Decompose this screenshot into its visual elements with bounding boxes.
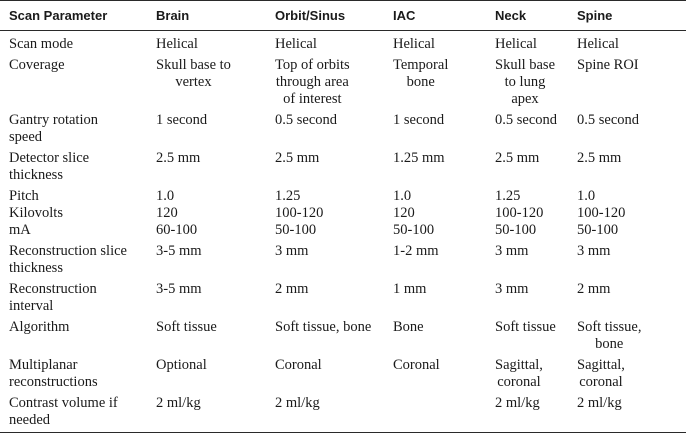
cell-detector-slice-thickness-neck: 2.5 mm [495, 150, 540, 166]
table-row [0, 353, 686, 391]
cell-reconstruction-interval-parameter: Reconstruction interval [9, 281, 97, 314]
cell-scan-mode-brain: Helical [156, 36, 198, 52]
table-row [0, 205, 686, 222]
cell-gantry-rotation-speed-iac: 1 second [393, 112, 445, 128]
cell-ma-brain: 60-100 [156, 222, 198, 238]
header-neck: Neck [485, 1, 567, 31]
cell-contrast-volume-parameter: Contrast volume if needed [0, 391, 146, 433]
cell-ma-neck: 50-100 [495, 222, 537, 238]
cell-scan-mode-spine: Helical [577, 36, 619, 52]
cell-multiplanar-reconstructions-neck [485, 353, 567, 391]
cell-multiplanar-reconstructions-brain: Optional [156, 357, 207, 373]
cell-ma-orbit-sinus: 50-100 [275, 222, 317, 238]
cell-ma-parameter: mA [9, 222, 31, 238]
cell-kilovolts-parameter: Kilovolts [9, 205, 63, 221]
cell-reconstruction-slice-thickness-parameter: Reconstruction slice thickness [9, 243, 127, 276]
table-header [0, 1, 686, 31]
cell-pitch-parameter: Pitch [9, 188, 39, 204]
cell-ma-spine: 50-100 [577, 222, 619, 238]
table-row [0, 31, 686, 54]
cell-text: Top of orbits through area of interest [275, 57, 350, 107]
cell-contrast-volume-neck: 2 ml/kg [485, 391, 567, 433]
cell-detector-slice-thickness-iac: 1.25 mm [393, 150, 445, 166]
cell-algorithm-spine [567, 315, 686, 353]
cell-kilovolts-spine: 100-120 [577, 205, 626, 221]
cell-coverage-parameter: Coverage [9, 57, 65, 73]
cell-contrast-volume-spine: 2 ml/kg [567, 391, 686, 433]
cell-kilovolts-brain: 120 [156, 205, 178, 221]
cell-ma-iac: 50-100 [393, 222, 435, 238]
cell-coverage-spine: Spine ROI [577, 57, 639, 73]
cell-gantry-rotation-speed-orbit-sinus: 0.5 second [275, 112, 338, 128]
header-scan-parameter: Scan Parameter [0, 1, 146, 31]
cell-detector-slice-thickness-orbit-sinus: 2.5 mm [275, 150, 320, 166]
cell-detector-slice-thickness-spine: 2.5 mm [577, 150, 622, 166]
cell-pitch-orbit-sinus: 1.25 [275, 188, 301, 204]
cell-kilovolts-orbit-sinus: 100-120 [275, 205, 324, 221]
cell-reconstruction-interval-iac: 1 mm [393, 281, 427, 297]
table-body [0, 31, 686, 433]
cell-reconstruction-interval-spine: 2 mm [577, 281, 611, 297]
cell-reconstruction-interval-orbit-sinus: 2 mm [275, 281, 309, 297]
cell-kilovolts-iac: 120 [393, 205, 415, 221]
table-row [0, 146, 686, 184]
header-brain: Brain [146, 1, 265, 31]
cell-scan-mode-neck: Helical [495, 36, 537, 52]
header-row [0, 1, 686, 31]
cell-pitch-neck: 1.25 [495, 188, 521, 204]
table-row [0, 239, 686, 277]
cell-text: Skull base to vertex [156, 57, 231, 90]
cell-coverage-iac [383, 53, 485, 108]
cell-detector-slice-thickness-brain: 2.5 mm [156, 150, 201, 166]
cell-contrast-volume-brain: 2 ml/kg [146, 391, 265, 433]
cell-reconstruction-slice-thickness-orbit-sinus: 3 mm [275, 243, 309, 259]
cell-reconstruction-slice-thickness-iac: 1-2 mm [393, 243, 439, 259]
cell-text: Temporal bone [393, 57, 449, 90]
cell-coverage-brain [146, 53, 265, 108]
table-row [0, 184, 686, 205]
cell-pitch-spine: 1.0 [577, 188, 596, 204]
cell-scan-mode-parameter: Scan mode [9, 36, 74, 52]
table-row [0, 108, 686, 146]
cell-gantry-rotation-speed-spine: 0.5 second [577, 112, 640, 128]
header-spine: Spine [567, 1, 686, 31]
cell-reconstruction-interval-brain: 3-5 mm [156, 281, 202, 297]
cell-text: Soft tissue, bone [577, 319, 642, 352]
cell-contrast-volume-orbit-sinus: 2 ml/kg [265, 391, 383, 433]
cell-text: Sagittal, coronal [577, 357, 625, 390]
cell-reconstruction-slice-thickness-neck: 3 mm [495, 243, 529, 259]
header-iac: IAC [383, 1, 485, 31]
cell-reconstruction-interval-neck: 3 mm [495, 281, 529, 297]
header-orbit-sinus: Orbit/Sinus [265, 1, 383, 31]
cell-gantry-rotation-speed-neck: 0.5 second [495, 112, 558, 128]
cell-multiplanar-reconstructions-iac: Coronal [393, 357, 440, 373]
cell-reconstruction-slice-thickness-spine: 3 mm [577, 243, 611, 259]
cell-scan-mode-iac: Helical [393, 36, 435, 52]
table-row [0, 277, 686, 315]
cell-multiplanar-reconstructions-orbit-sinus: Coronal [275, 357, 322, 373]
cell-pitch-iac: 1.0 [393, 188, 412, 204]
cell-coverage-neck [485, 53, 567, 108]
table-row [0, 315, 686, 353]
cell-scan-mode-orbit-sinus: Helical [275, 36, 317, 52]
cell-algorithm-parameter: Algorithm [9, 319, 70, 335]
cell-coverage-orbit-sinus [265, 53, 383, 108]
cell-contrast-volume-iac [383, 391, 485, 433]
cell-algorithm-iac: Bone [393, 319, 424, 335]
cell-reconstruction-slice-thickness-brain: 3-5 mm [156, 243, 202, 259]
cell-pitch-brain: 1.0 [156, 188, 175, 204]
cell-multiplanar-reconstructions-parameter: Multiplanar reconstructions [9, 357, 98, 390]
cell-algorithm-brain: Soft tissue [156, 319, 217, 335]
cell-gantry-rotation-speed-parameter: Gantry rotation speed [9, 112, 98, 145]
table-row [0, 391, 686, 433]
cell-text: Skull base to lung apex [495, 57, 556, 107]
cell-algorithm-orbit-sinus: Soft tissue, bone [275, 319, 372, 335]
cell-text: Sagittal, coronal [495, 357, 543, 390]
cell-gantry-rotation-speed-brain: 1 second [156, 112, 208, 128]
cell-detector-slice-thickness-parameter: Detector slice thickness [9, 150, 90, 183]
table-row [0, 222, 686, 239]
table-row [0, 53, 686, 108]
cell-algorithm-neck: Soft tissue [495, 319, 556, 335]
cell-kilovolts-neck: 100-120 [495, 205, 544, 221]
cell-multiplanar-reconstructions-spine [567, 353, 686, 391]
